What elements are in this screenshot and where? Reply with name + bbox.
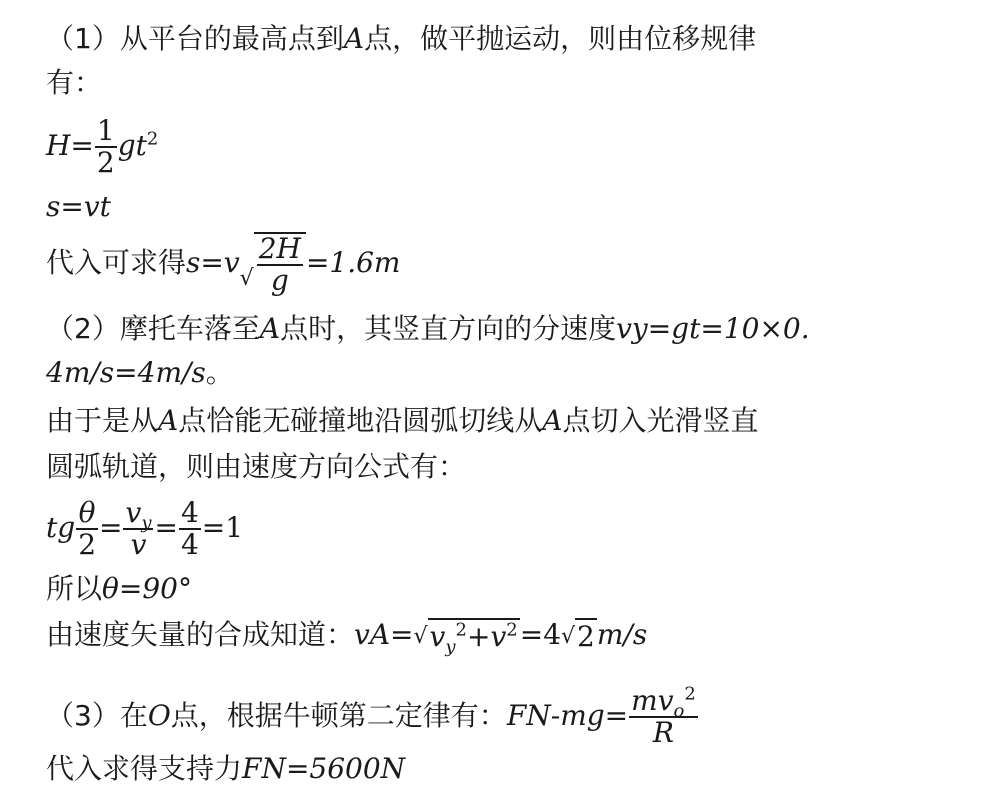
part2-intro-b: 点时，其竖直方向的分速度	[280, 312, 617, 345]
va-line	[46, 618, 648, 658]
newton-num-mv: mv	[631, 684, 674, 717]
velocity-fraction	[123, 498, 153, 560]
part1-intro-a: （1）从平台的最高点到	[46, 22, 344, 55]
newton-num	[629, 683, 698, 722]
eq-h	[46, 116, 158, 178]
sqrt-body	[254, 232, 306, 296]
eq-sub	[46, 232, 400, 296]
part3-intro-b: 点，根据牛顿第二定律有：	[170, 699, 507, 732]
tg-label: tg	[46, 511, 76, 544]
reason-point-a2: A	[542, 404, 563, 437]
theta-fraction	[76, 498, 98, 560]
va-sqrt-body	[428, 618, 520, 658]
newton-num-sub: o	[673, 700, 685, 722]
so-text: 所以	[46, 572, 103, 605]
period: 。	[205, 356, 234, 389]
vy-expr: vy=gt=10×0.	[616, 312, 810, 345]
part2-intro-a: （2）摩托车落至	[46, 312, 260, 345]
eq-sign-1: =	[99, 511, 123, 544]
va-unit: m/s	[596, 618, 648, 651]
root-two	[561, 618, 597, 654]
result-value: FN=5600N	[242, 752, 406, 785]
rad-y-sub: y	[445, 636, 456, 658]
reason-point-a: A	[158, 404, 179, 437]
newton-lhs: FN-mg=	[506, 699, 629, 732]
sqrt-den: g	[270, 264, 289, 297]
part3-line	[46, 683, 699, 749]
tg-equation	[46, 498, 243, 560]
vy-num-v: v	[125, 496, 142, 529]
v-den: v	[130, 528, 147, 561]
rad-sq: 2	[455, 619, 467, 641]
sqrt-sign-icon: √	[413, 624, 428, 649]
result-line	[46, 752, 405, 786]
theta-num: θ	[76, 498, 98, 530]
part1-intro-b: 点，做平抛运动，则由位移规律	[364, 22, 757, 55]
eq-sign-3: =1	[201, 511, 244, 544]
part1-intro-c: 有：	[46, 66, 103, 99]
reason-b: 点恰能无碰撞地沿圆弧切线从	[178, 404, 543, 437]
rad-sq2: 2	[506, 619, 518, 641]
eq-h-lhs: H=	[46, 129, 94, 162]
sub-result: =1.6m	[305, 246, 401, 279]
part3-intro-a: （3）在	[46, 699, 148, 732]
sub-text: 代入可求得	[46, 246, 187, 279]
vy-num-sub: y	[141, 512, 152, 534]
part2-intro-line	[46, 312, 810, 346]
reason-e: 圆弧轨道，则由速度方向公式有：	[46, 450, 467, 483]
sqrt-fraction	[257, 234, 303, 296]
newton-fraction	[629, 683, 698, 749]
theta-den: 2	[78, 528, 97, 561]
eq-h-rhs: gt	[117, 129, 147, 162]
root-two-body: 2	[577, 620, 595, 653]
reason-a: 由于是从	[46, 404, 159, 437]
point-o: O	[147, 699, 171, 732]
newton-num-sq: 2	[684, 683, 696, 705]
vy-expr-line2	[46, 356, 234, 390]
reason-d: 点切入光滑竖直	[562, 404, 759, 437]
sqrt-sign-icon: √	[561, 624, 576, 649]
theta-value: θ=90°	[102, 572, 192, 605]
point-a-2: A	[259, 312, 281, 345]
eq-s: s=vt	[46, 190, 111, 223]
sqrt-num: 2H	[258, 232, 301, 265]
vy-num	[123, 496, 153, 534]
sub-lhs: s=v	[186, 246, 240, 279]
sqrt-sign-icon: √	[239, 266, 254, 291]
va-lhs: vA=	[354, 618, 414, 651]
result-text: 代入求得支持力	[46, 752, 243, 785]
reason-line	[46, 404, 759, 438]
sqrt-expr	[240, 232, 306, 296]
rad-v: v	[429, 620, 446, 653]
va-mid: =4	[519, 618, 562, 651]
eq-h-exp: 2	[146, 128, 159, 150]
newton-den: R	[652, 716, 675, 749]
va-sqrt	[413, 618, 520, 658]
eq-sign-2: =	[154, 511, 178, 544]
point-a: A	[343, 22, 365, 55]
eq-h-fraction	[95, 116, 117, 178]
eq-h-num: 1	[96, 114, 115, 147]
four-den: 4	[180, 528, 199, 561]
eq-h-den: 2	[96, 146, 115, 179]
vy-expr2: 4m/s=4m/s	[46, 356, 206, 389]
four-fraction	[179, 498, 201, 560]
comb-text: 由速度矢量的合成知道：	[46, 618, 355, 651]
theta-result-line	[46, 572, 192, 606]
rad-plus-v: +v	[467, 620, 507, 653]
part1-intro-line	[46, 22, 756, 56]
four-num: 4	[180, 496, 199, 529]
